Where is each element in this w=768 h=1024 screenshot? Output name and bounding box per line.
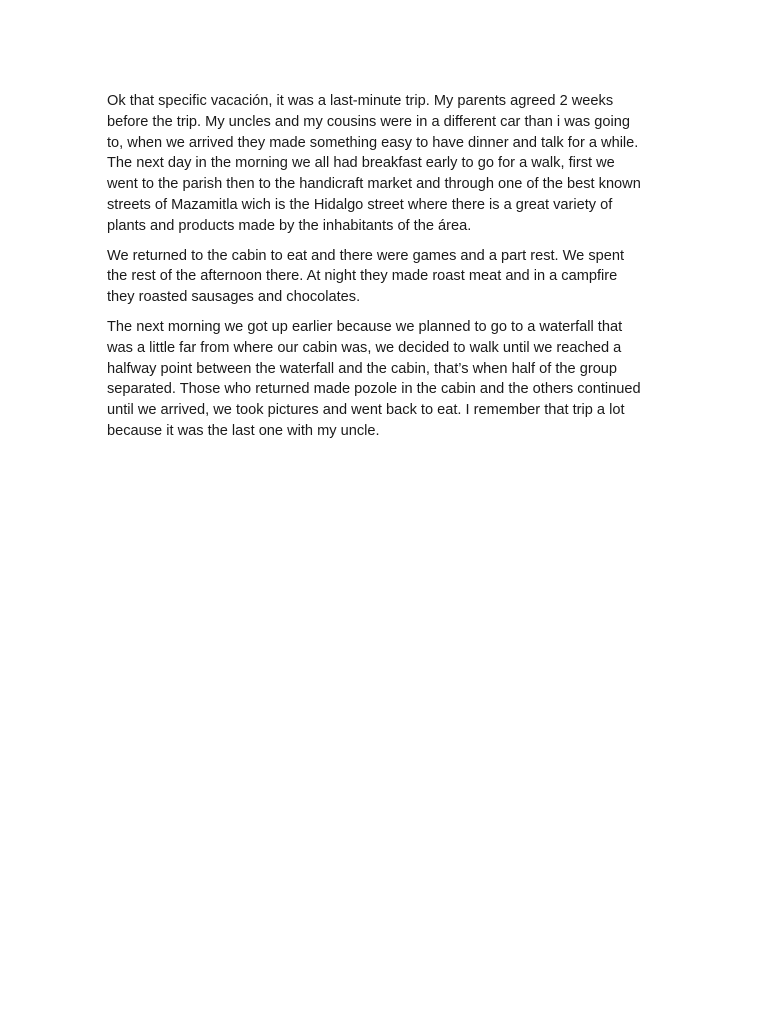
text-line: went to the parish then to the handicraft market and through one of the best known: [107, 176, 641, 193]
text-line: The next morning we got up earlier because we planned to go to a waterfall that: [107, 318, 623, 335]
text-line: The next day in the morning we all had breakfast early to go for a walk, first we: [107, 155, 615, 172]
text-line: We returned to the cabin to eat and there were games and a part rest. We spent: [107, 247, 625, 264]
text-line: the rest of the afternoon there. At night they made roast meat and in a campfire: [107, 268, 618, 285]
text-line: they roasted sausages and chocolates.: [107, 289, 361, 306]
text-line: Ok that specific vacación, it was a last-minute trip. My parents agreed 2 weeks: [107, 93, 614, 109]
document-body: [107, 91, 663, 451]
text-line: before the trip. My uncles and my cousins were in a different car than i was going: [107, 113, 630, 130]
paragraph-2: [107, 246, 663, 308]
text-line: streets of Mazamitla wich is the Hidalgo street where there is a great variety of: [107, 196, 613, 213]
text-line: halfway point between the waterfall and the cabin, that’s when half of the group: [107, 360, 618, 377]
text-line: separated. Those who returned made pozole in the cabin and the others continued: [107, 381, 641, 398]
paragraph-3: [107, 317, 663, 442]
paragraph-1: [107, 91, 663, 237]
text-line: because it was the last one with my uncle.: [107, 422, 380, 439]
text-line: to, when we arrived they made something easy to have dinner and talk for a while.: [107, 134, 639, 151]
text-line: was a little far from where our cabin was, we decided to walk until we reached a: [107, 339, 622, 356]
text-line: plants and products made by the inhabitants of the área.: [107, 217, 472, 234]
text-line: until we arrived, we took pictures and went back to eat. I remember that trip a lot: [107, 402, 625, 419]
